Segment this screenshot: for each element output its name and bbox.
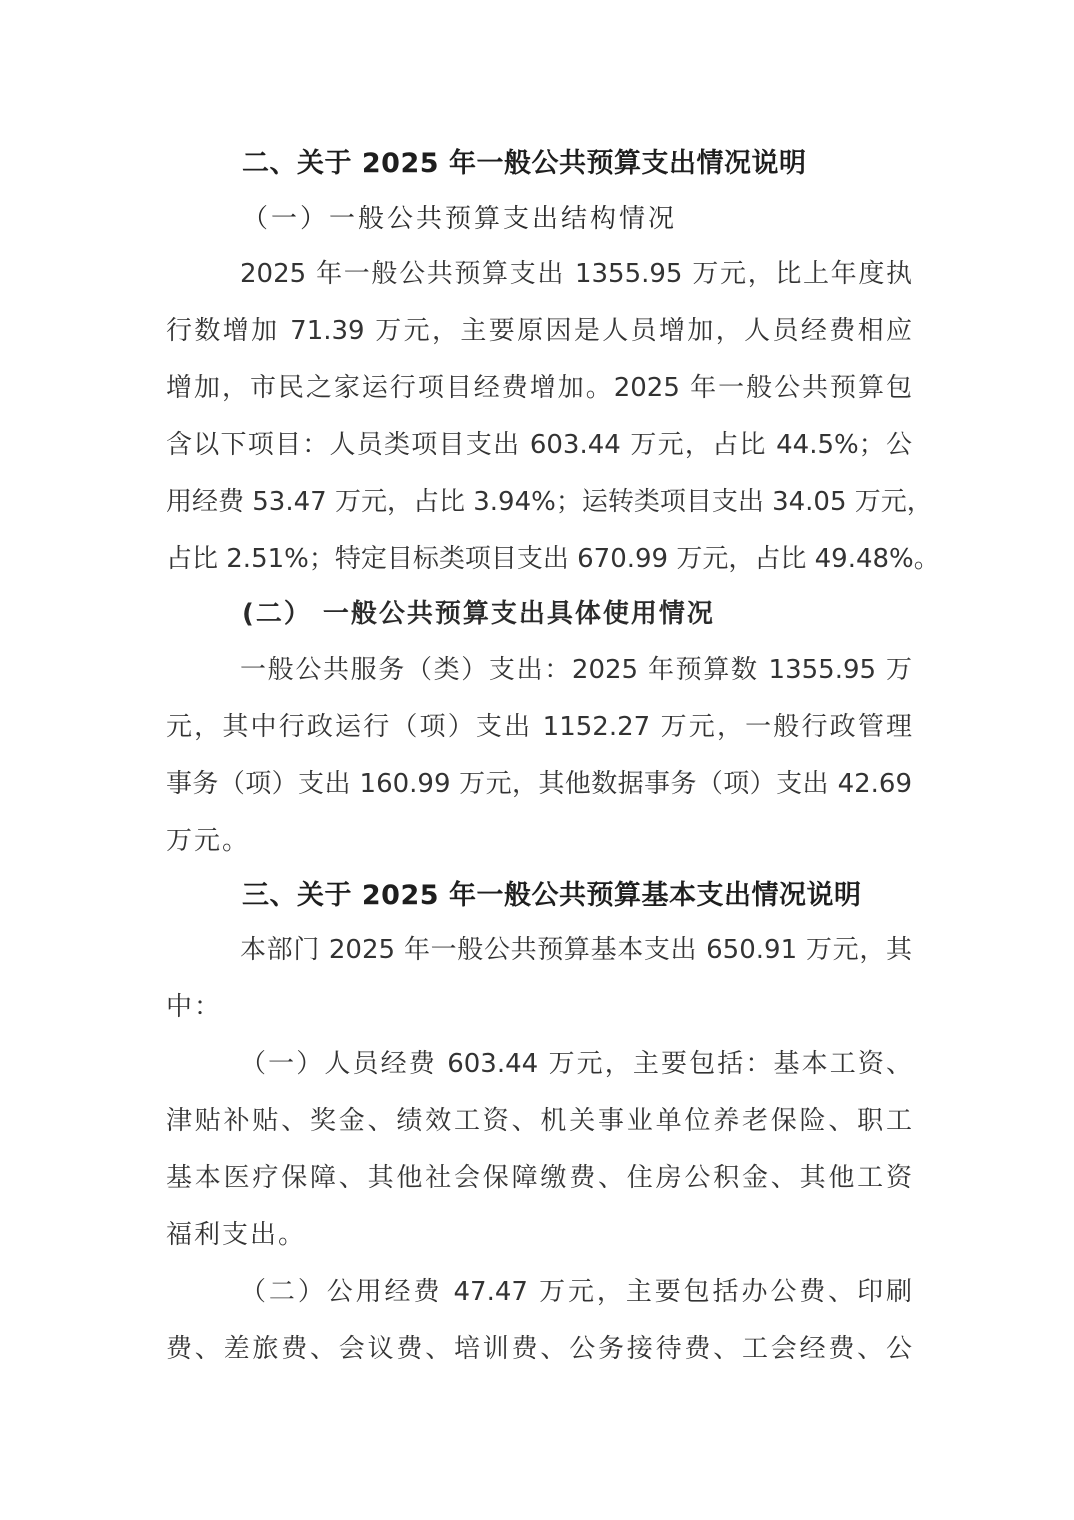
paragraph-line: 占比 2.51%；特定目标类项目支出 670.99 万元，占比 49.48%。 <box>166 544 940 574</box>
paragraph-line: 2025 年一般公共预算支出 1355.95 万元，比上年度执 <box>240 259 912 289</box>
paragraph-line: 增加，市民之家运行项目经费增加。2025 年一般公共预算包 <box>166 373 912 403</box>
subsection-title-usage: (二） 一般公共预算支出具体使用情况 <box>242 599 715 629</box>
paragraph-line: 基本医疗保障、其他社会保障缴费、住房公积金、其他工资 <box>166 1163 912 1193</box>
paragraph-line: 万元。 <box>166 826 251 856</box>
paragraph-line: 本部门 2025 年一般公共预算基本支出 650.91 万元，其 <box>240 935 912 965</box>
paragraph-line: （一）人员经费 603.44 万元，主要包括：基本工资、 <box>240 1049 912 1079</box>
section-heading-2: 二、关于 2025 年一般公共预算支出情况说明 <box>242 148 807 179</box>
paragraph-line: 用经费 53.47 万元，占比 3.94%；运转类项目支出 34.05 万元， <box>166 487 933 517</box>
subsection-title-structure: （一）一般公共预算支出结构情况 <box>242 204 678 234</box>
paragraph-line: （二）公用经费 47.47 万元，主要包括办公费、印刷 <box>240 1277 912 1307</box>
paragraph-line: 费、差旅费、会议费、培训费、公务接待费、工会经费、公 <box>166 1334 912 1364</box>
section-heading-3: 三、关于 2025 年一般公共预算基本支出情况说明 <box>242 880 862 911</box>
paragraph-line: 事务（项）支出 160.99 万元，其他数据事务（项）支出 42.69 <box>166 769 912 799</box>
paragraph-line: 中： <box>166 992 223 1022</box>
paragraph-line: 一般公共服务（类）支出：2025 年预算数 1355.95 万 <box>240 655 912 685</box>
paragraph-line: 福利支出。 <box>166 1220 307 1250</box>
paragraph-line: 津贴补贴、奖金、绩效工资、机关事业单位养老保险、职工 <box>166 1106 912 1136</box>
paragraph-line: 行数增加 71.39 万元，主要原因是人员增加，人员经费相应 <box>166 316 912 346</box>
paragraph-line: 含以下项目：人员类项目支出 603.44 万元，占比 44.5%；公 <box>166 430 912 460</box>
paragraph-line: 元，其中行政运行（项）支出 1152.27 万元，一般行政管理 <box>166 712 912 742</box>
